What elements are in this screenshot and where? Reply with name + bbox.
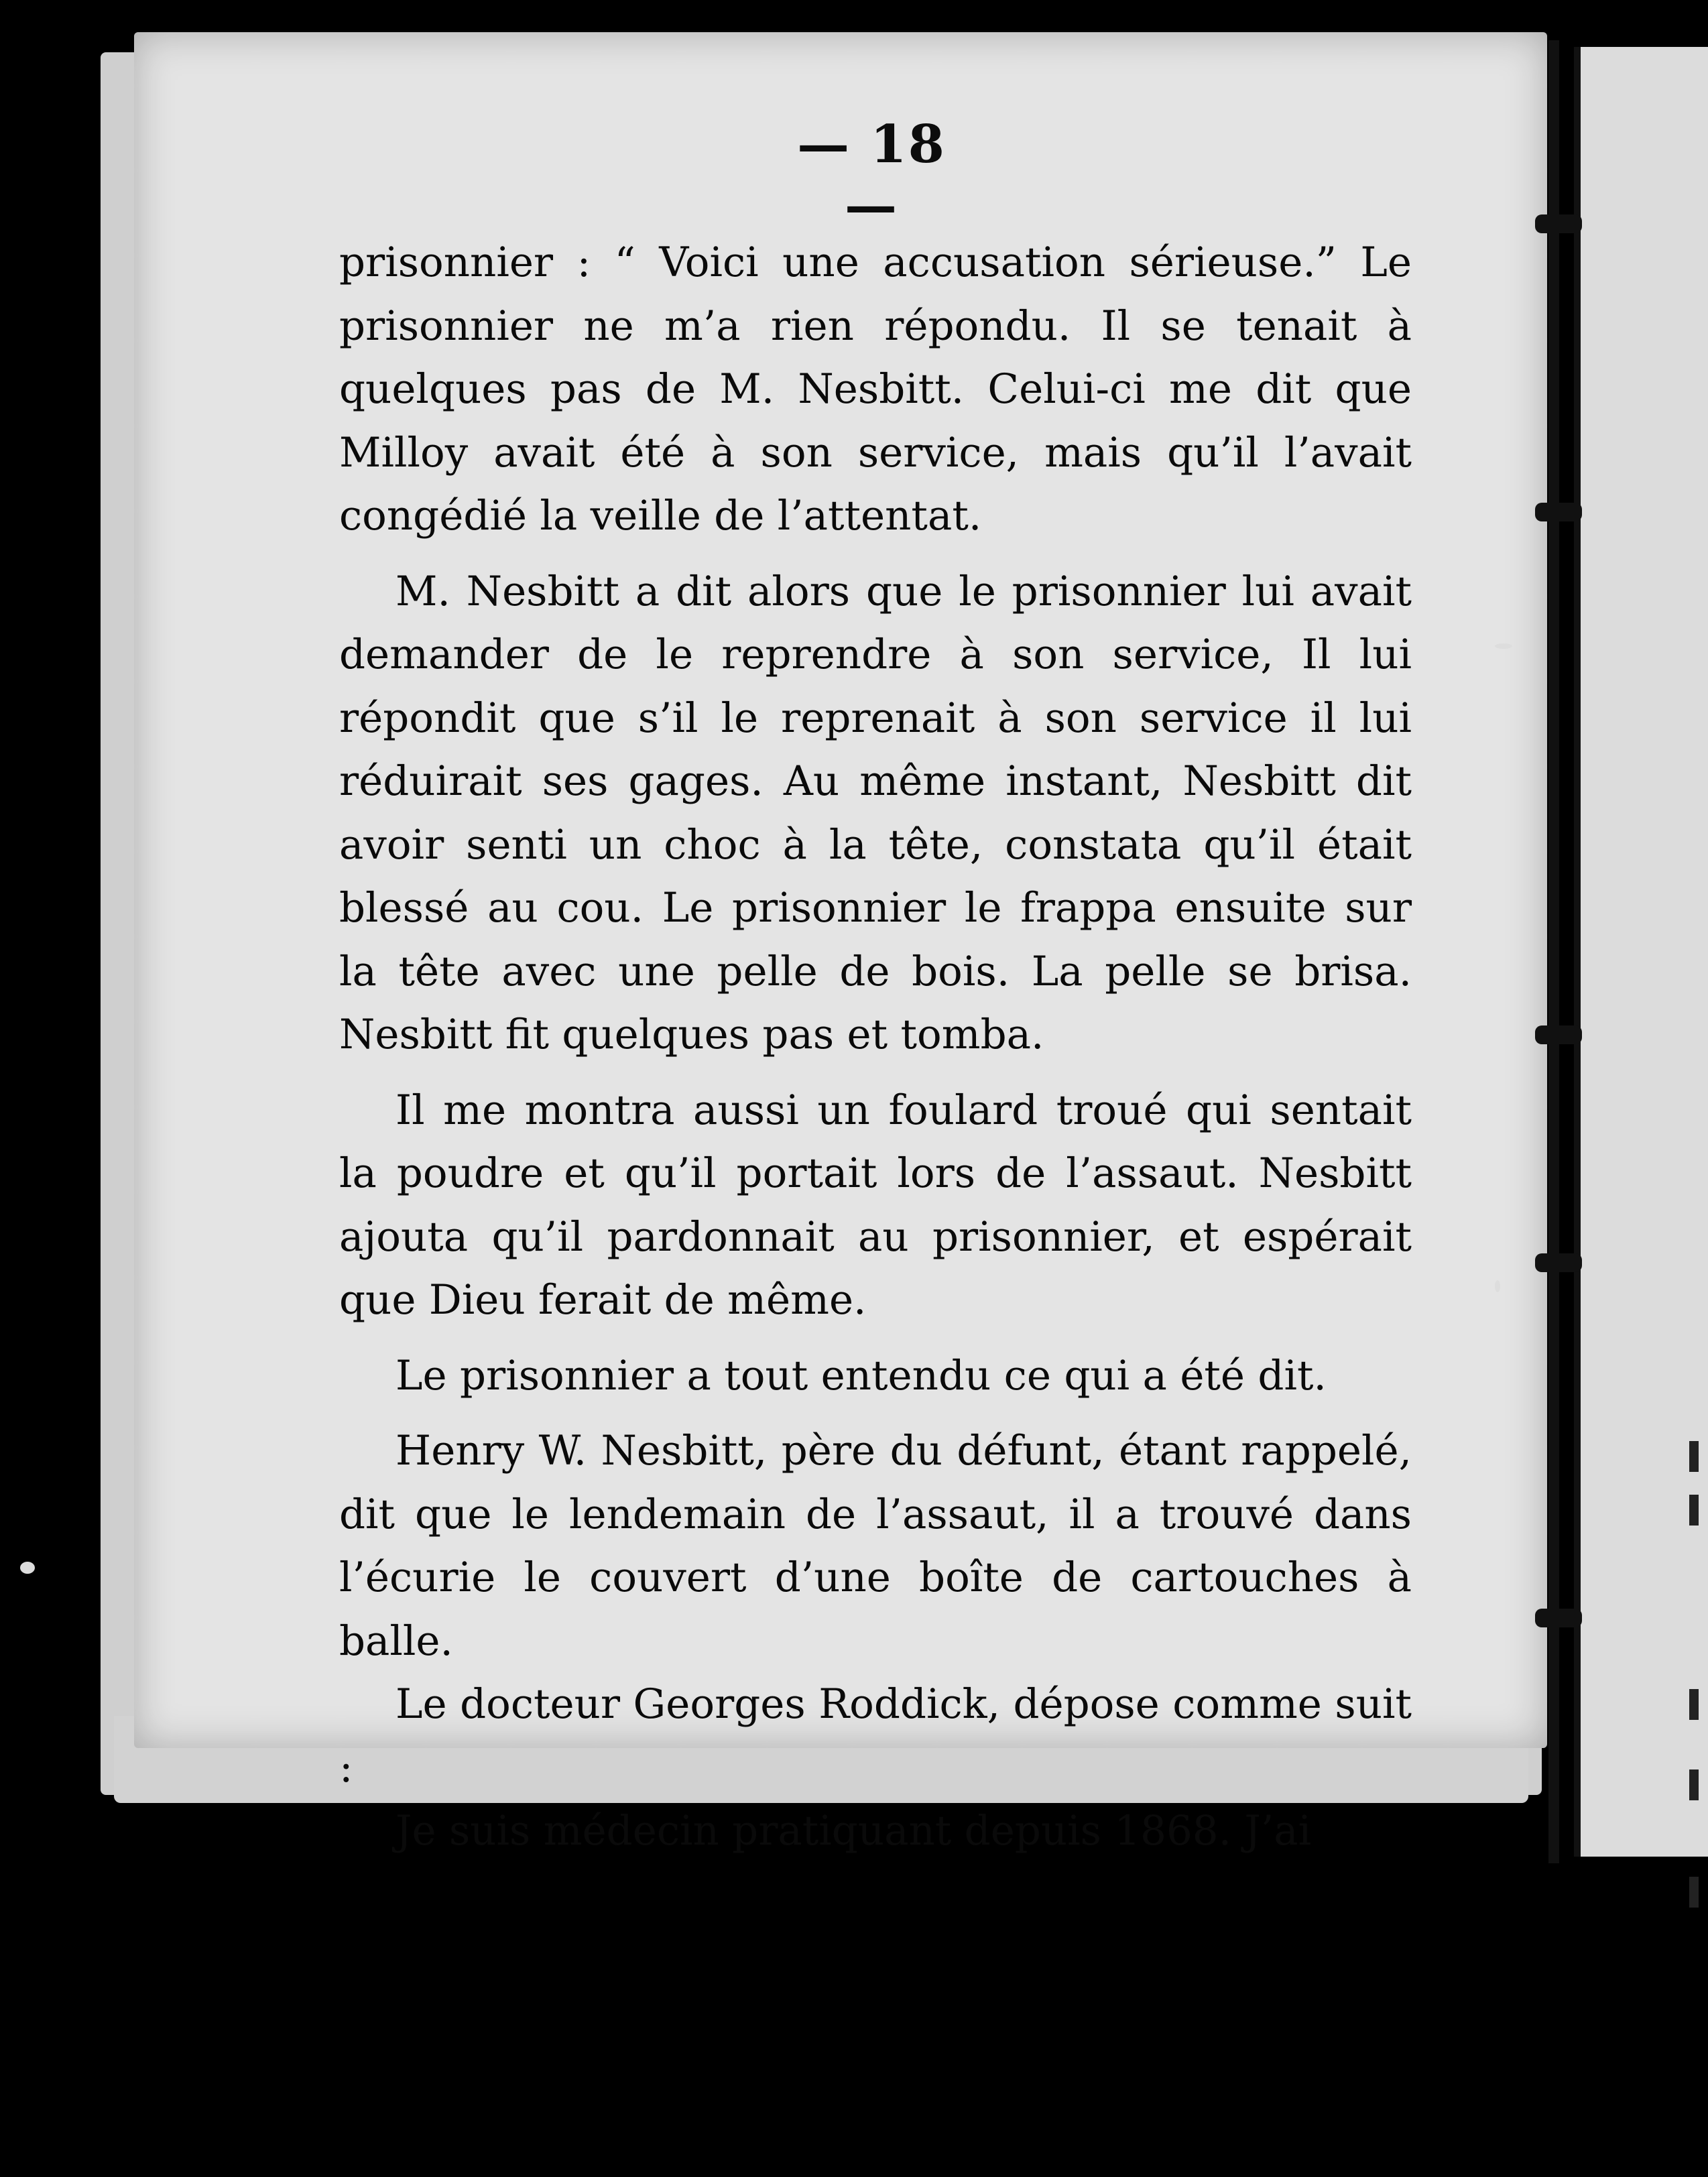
scan-speck (1495, 1280, 1500, 1292)
paragraph: M. Nesbitt a dit alors que le prisonnier lui avait demander de le reprendre à son service, Il lui répondit que s’il le reprenait à son service il lui réduirait ses gages. Au même instant, Nesbitt dit avoir senti un choc à la tête, constata qu’il était blessé au cou. Le prisonnier le frappa ensuite sur la tête avec une pelle de bois. La pelle se brisa. Nesbitt fit quelques pas et tomba. (339, 567, 1412, 1058)
paragraph: Il me montra aussi un foulard troué qui sentait la poudre et qu’il portait lors de l’assaut. Nesbitt ajouta qu’il pardonnait au prisonnier, et espérait que Dieu ferait de même. (339, 1086, 1412, 1324)
binding-stitch (1535, 1025, 1582, 1044)
binding-stitch (1535, 1609, 1582, 1627)
paragraph: Le prisonnier a tout entendu ce qui a été dit. (395, 1351, 1327, 1400)
facing-page-mark (1689, 1877, 1699, 1908)
binding-stitch (1535, 214, 1582, 233)
facing-page-mark (1689, 1441, 1699, 1472)
binding-spine (1548, 40, 1559, 1863)
facing-page-edge (1574, 47, 1708, 1857)
paragraph: Le docteur Georges Roddick, dépose comme suit : (339, 1680, 1412, 1792)
binding-stitch (1535, 503, 1582, 521)
body-text (339, 231, 1412, 1863)
facing-page-mark (1689, 1495, 1699, 1526)
scan-speck (20, 1562, 35, 1574)
facing-page-mark (1689, 1769, 1699, 1800)
paragraph: Je suis médecin pratiquant depuis 1868. J’ai (395, 1807, 1312, 1855)
page-number: — 18 — (797, 114, 946, 236)
scan-speck (1495, 643, 1512, 649)
facing-page-mark (1689, 1689, 1699, 1720)
paragraph: Henry W. Nesbitt, père du défunt, étant rappelé, dit que le lendemain de l’assaut, il a trouvé dans l’écurie le couvert d’une boîte de cartouches à balle. (339, 1427, 1412, 1665)
binding-stitch (1535, 1253, 1582, 1272)
paragraph: prisonnier : “ Voici une accusation sérieuse.” Le prisonnier ne m’a rien répondu. Il se tenait à quelques pas de M. Nesbitt. Celui-ci me dit que Milloy avait été à son service, mais qu’il l’avait congédié la veille de l’attentat. (339, 239, 1412, 540)
